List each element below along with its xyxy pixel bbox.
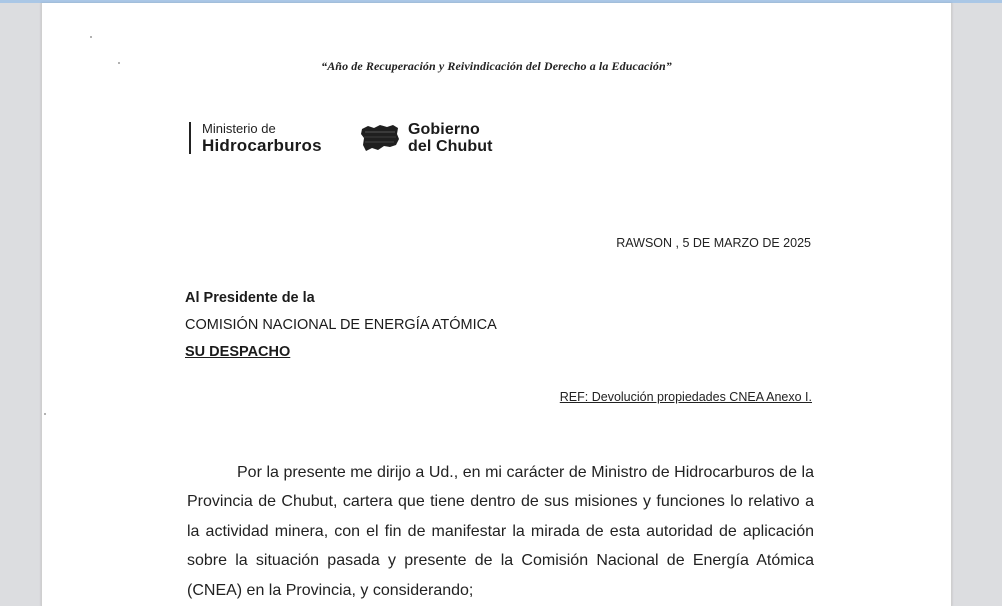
ministerio-logo-line2: Hidrocarburos xyxy=(202,136,322,155)
scan-speck xyxy=(90,36,92,38)
ministerio-logo-bar-icon xyxy=(189,122,191,154)
addressee-line2: COMISIÓN NACIONAL DE ENERGÍA ATÓMICA xyxy=(185,317,497,333)
gobierno-logo xyxy=(360,120,493,156)
ministerio-logo xyxy=(189,120,322,156)
letter-body-paragraph: Por la presente me dirijo a Ud., en mi carácter de Ministro de Hidrocarburos de la Provincia de Chubut, cartera que tiene dentro de sus misiones y funciones lo relativo a la actividad minera, con el fin de manifestar la mirada de esta autoridad de aplicación sobre la situación pasada y presente de la Comisión Nacional de Energía Atómica (CNEA) en la Provincia, y considerando; xyxy=(187,464,814,599)
gobierno-logo-line1: Gobierno xyxy=(408,120,480,138)
addressee-line3: SU DESPACHO xyxy=(185,344,291,360)
gobierno-logo-line2: del Chubut xyxy=(408,137,493,155)
addressee-line1: Al Presidente de la xyxy=(185,290,315,306)
reference-line: REF: Devolución propiedades CNEA Anexo I. xyxy=(559,390,812,404)
document-page xyxy=(41,3,952,606)
chubut-province-icon xyxy=(360,123,400,153)
motto-heading: “Año de Recuperación y Reivindicación del Derecho a la Educación” xyxy=(321,59,672,73)
scan-speck xyxy=(44,413,46,415)
letter-date: RAWSON , 5 DE MARZO DE 2025 xyxy=(616,236,811,250)
addressee-block xyxy=(185,288,497,369)
ministerio-logo-line1: Ministerio de xyxy=(202,121,276,136)
